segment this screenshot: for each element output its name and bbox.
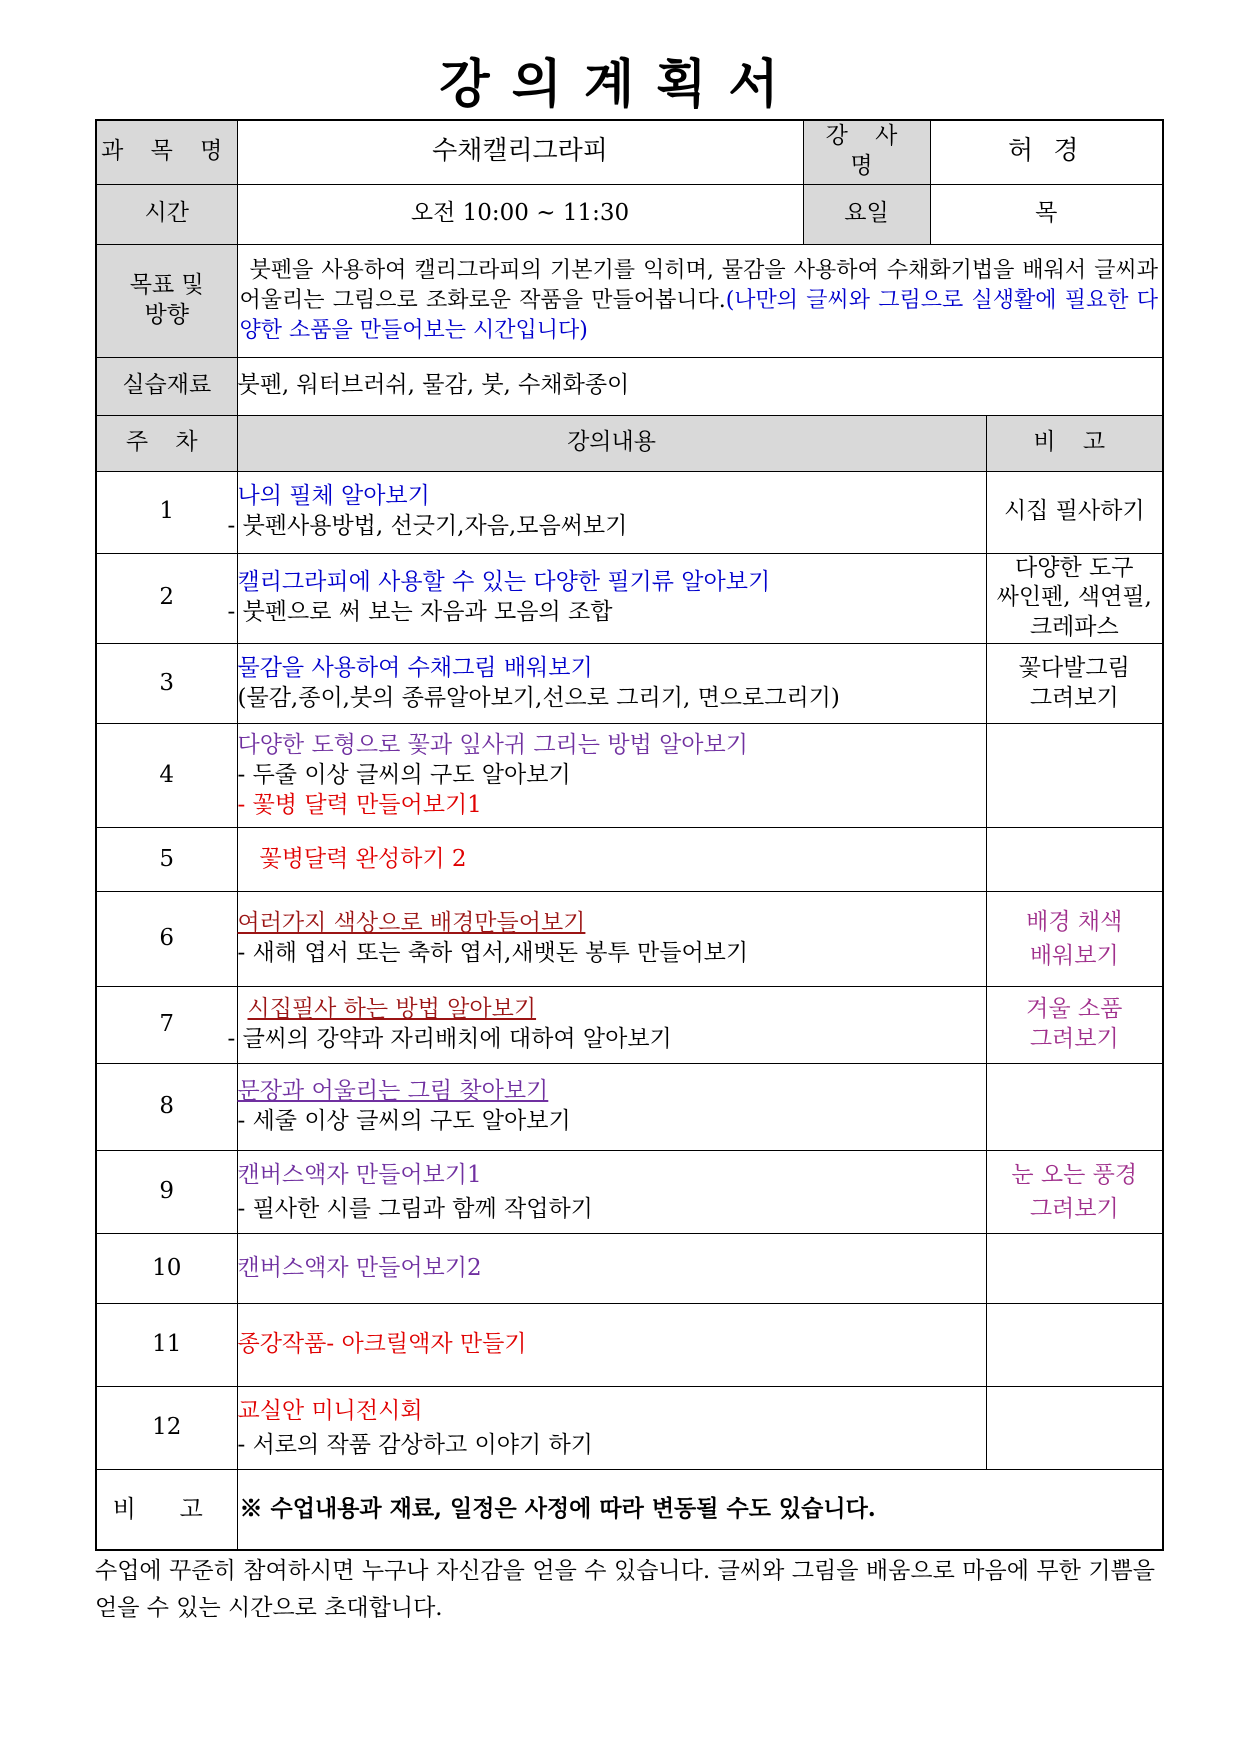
week-number: 11 xyxy=(96,1304,237,1387)
week-content xyxy=(237,892,986,987)
week-content xyxy=(237,724,986,828)
week-note-line: 그려보기 xyxy=(1029,1026,1119,1053)
week-note-line: 다양한 도구 xyxy=(1015,554,1134,581)
time-value: 오전 10:00 ~ 11:30 xyxy=(237,184,803,244)
week-content xyxy=(237,1151,986,1234)
lecture-plan-table xyxy=(95,119,1164,1551)
goal-text-highlight: (나만의 글씨와 그림으로 실생활에 필요한 다양한 소품을 만들어보는 시간입니다) xyxy=(239,287,1158,343)
week-detail: - 글씨의 강약과 자리배치에 대하여 알아보기 xyxy=(227,1026,672,1053)
week-title: 여러가지 색상으로 배경만들어보기 xyxy=(237,910,586,937)
week-row xyxy=(96,987,1163,1064)
week-note xyxy=(986,1151,1163,1234)
note-column-header: 비 고 xyxy=(986,415,1163,471)
footer-text: 수업에 꾸준히 참여하시면 누구나 자신감을 얻을 수 있습니다. 글씨와 그림을 배움으로 마음에 무한 기쁨을 얻을 수 있는 시간으로 초대합니다. xyxy=(95,1558,1155,1621)
week-row xyxy=(96,724,1163,828)
column-header-row xyxy=(96,415,1163,471)
week-title: 종강작품- 아크릴액자 만들기 xyxy=(237,1331,527,1358)
week-title: 물감을 사용하여 수채그림 배워보기 xyxy=(237,654,593,681)
week-title: 교실안 미니전시회 xyxy=(237,1397,423,1424)
week-number: 12 xyxy=(96,1387,237,1470)
week-title: 나의 필체 알아보기 xyxy=(237,483,430,510)
week-note xyxy=(986,724,1163,828)
week-number: 8 xyxy=(96,1064,237,1151)
week-row xyxy=(96,892,1163,987)
week-number: 9 xyxy=(96,1151,237,1234)
week-row xyxy=(96,1304,1163,1387)
remarks-text: ※ 수업내용과 재료, 일정은 사정에 따라 변동될 수도 있습니다. xyxy=(237,1470,1163,1550)
week-note xyxy=(986,644,1163,724)
week-note xyxy=(986,1064,1163,1151)
week-content xyxy=(237,644,986,724)
week-title: 캔버스액자 만들어보기1 xyxy=(237,1161,482,1188)
week-number: 4 xyxy=(96,724,237,828)
week-note xyxy=(986,892,1163,987)
week-content xyxy=(227,987,986,1064)
week-row xyxy=(96,1234,1163,1304)
week-note xyxy=(986,828,1163,892)
week-note xyxy=(986,987,1163,1064)
time-label: 시간 xyxy=(96,184,237,244)
week-number: 10 xyxy=(96,1234,237,1304)
week-note-line: 꽃다발그림 xyxy=(1018,654,1130,681)
week-number: 3 xyxy=(96,644,237,724)
page-title: 강의계획서 xyxy=(439,55,801,115)
week-title: 꽃병달력 완성하기 2 xyxy=(259,845,467,872)
goal-text-main: 붓펜을 사용하여 캘리그라피의 기본기를 익히며, 물감을 사용하여 수채화기법을 배워서 글씨과 어울리는 그림으로 조화로운 작품을 만들어봅니다. xyxy=(239,257,1158,313)
week-number: 6 xyxy=(96,892,237,987)
week-detail: - 새해 엽서 또는 축하 엽서,새뱃돈 봉투 만들어보기 xyxy=(237,940,749,967)
week-row xyxy=(96,1064,1163,1151)
content-column-header: 강의내용 xyxy=(237,415,986,471)
week-content xyxy=(237,1064,986,1151)
week-detail: - 서로의 작품 감상하고 이야기 하기 xyxy=(237,1432,593,1459)
materials-value: 붓펜, 워터브러쉬, 물감, 붓, 수채화종이 xyxy=(237,357,1163,415)
week-detail-highlight: - 꽃병 달력 만들어보기1 xyxy=(237,791,482,818)
week-note-line: 싸인펜, 색연필, xyxy=(996,584,1152,611)
week-note-line: 겨울 소품 xyxy=(1026,996,1123,1023)
remarks-row xyxy=(96,1470,1163,1550)
week-row xyxy=(96,553,1163,644)
week-row xyxy=(96,1151,1163,1234)
week-note xyxy=(986,471,1163,553)
week-note-line: 배워보기 xyxy=(1029,943,1119,970)
week-content xyxy=(237,1234,986,1304)
week-detail: (물감,종이,붓의 종류알아보기,선으로 그리기, 면으로그리기) xyxy=(237,684,840,711)
week-content xyxy=(237,1387,986,1470)
remarks-label: 비 고 xyxy=(96,1470,237,1550)
subject-value: 수채캘리그라피 xyxy=(237,120,803,184)
week-title: 캘리그라피에 사용할 수 있는 다양한 필기류 알아보기 xyxy=(237,569,771,596)
goal-label-line-2: 방향 xyxy=(144,301,189,328)
day-value: 목 xyxy=(930,184,1163,244)
subject-row xyxy=(96,120,1163,184)
week-number: 2 xyxy=(96,553,237,644)
week-detail: - 붓펜사용방법, 선긋기,자음,모음써보기 xyxy=(227,513,628,539)
week-title: 시집필사 하는 방법 알아보기 xyxy=(247,996,537,1023)
week-row xyxy=(96,828,1163,892)
week-detail: - 세줄 이상 글씨의 구도 알아보기 xyxy=(237,1108,571,1135)
goal-label xyxy=(96,244,237,357)
instructor-label: 강 사 명 xyxy=(803,120,930,184)
week-content xyxy=(237,1304,986,1387)
week-number: 7 xyxy=(96,987,237,1064)
week-row xyxy=(96,644,1163,724)
goal-label-line-1: 목표 및 xyxy=(129,271,204,298)
materials-row xyxy=(96,357,1163,415)
week-detail: - 붓펜으로 써 보는 자음과 모음의 조합 xyxy=(227,599,613,626)
week-title: 캔버스액자 만들어보기2 xyxy=(237,1254,482,1281)
week-note-line: 그려보기 xyxy=(1029,684,1119,711)
week-number: 1 xyxy=(96,471,237,553)
week-note xyxy=(986,553,1163,644)
week-content xyxy=(237,828,986,892)
day-label: 요일 xyxy=(803,184,930,244)
goal-text xyxy=(237,244,1163,357)
week-row xyxy=(96,471,1163,553)
week-note xyxy=(986,1387,1163,1470)
goal-row xyxy=(96,244,1163,357)
week-note-line: 크레파스 xyxy=(1029,614,1119,641)
week-note xyxy=(986,1234,1163,1304)
week-detail: - 두줄 이상 글씨의 구도 알아보기 xyxy=(237,761,571,788)
week-note-line: 눈 오는 풍경 xyxy=(1011,1161,1138,1188)
subject-label: 과 목 명 xyxy=(96,120,237,184)
week-title: 다양한 도형으로 꽃과 잎사귀 그리는 방법 알아보기 xyxy=(237,731,748,758)
week-note xyxy=(986,1304,1163,1387)
week-column-header: 주 차 xyxy=(96,415,237,471)
instructor-value: 허 경 xyxy=(930,120,1163,184)
week-number: 5 xyxy=(96,828,237,892)
week-note-line: 그려보기 xyxy=(1029,1196,1119,1223)
week-row xyxy=(96,1387,1163,1470)
time-row xyxy=(96,184,1163,244)
week-content xyxy=(227,553,986,644)
week-note-line: 시집 필사하기 xyxy=(1003,498,1145,525)
week-title: 문장과 어울리는 그림 찾아보기 xyxy=(237,1078,549,1105)
week-content xyxy=(227,471,986,553)
week-detail: - 필사한 시를 그림과 함께 작업하기 xyxy=(237,1196,593,1223)
week-note-line: 배경 채색 xyxy=(1026,908,1123,935)
materials-label: 실습재료 xyxy=(96,357,237,415)
